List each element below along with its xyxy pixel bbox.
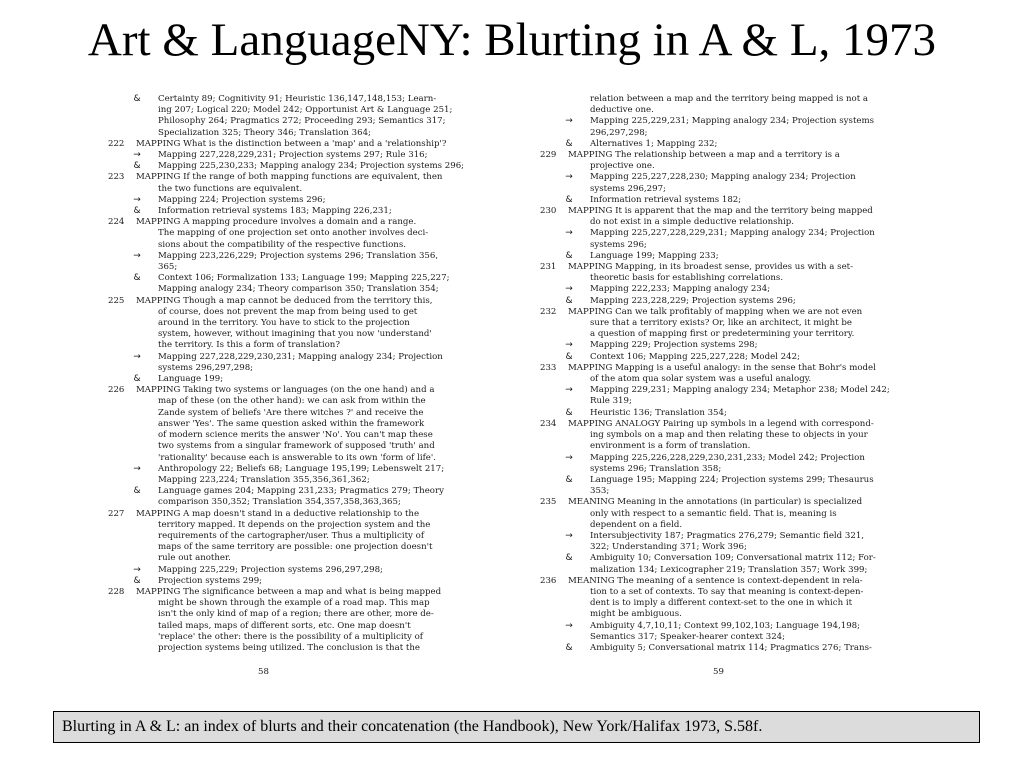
ampersand-marker: &	[565, 351, 573, 362]
index-entry-heading	[540, 576, 912, 587]
entry-text: 296,297,298;	[590, 127, 648, 138]
index-entry-line	[540, 318, 912, 329]
arrow-icon: →	[133, 150, 141, 161]
book-page-left	[108, 94, 518, 684]
entry-text: Projection systems 299;	[158, 575, 263, 586]
entry-text: might be ambiguous.	[590, 609, 682, 620]
entry-text: do not exist in a simple deductive relationship.	[590, 217, 795, 228]
index-entry-heading	[540, 307, 912, 318]
arrow-icon: →	[565, 452, 573, 463]
entry-text: Mapping 227,228,229,231; Projection systems 297; Rule 316;	[158, 150, 428, 161]
entry-text: MEANING Meaning in the annotations (in particular) is specialized	[568, 497, 863, 508]
entry-text: territory mapped. It depends on the projection system and the	[158, 519, 431, 530]
index-entry-line	[540, 632, 912, 643]
entry-text: the two functions are equivalent.	[158, 183, 303, 194]
entry-number: 228	[108, 586, 125, 597]
index-entry-line	[108, 240, 518, 251]
entry-text: Mapping 223,224; Translation 355,356,361,362;	[158, 474, 370, 485]
index-entry-line	[108, 262, 518, 273]
index-entry-heading	[540, 262, 912, 273]
index-entry-line	[540, 240, 912, 251]
entry-text: 'rationality' because each is answerable to its own 'form of life'.	[158, 452, 436, 463]
index-entry-line	[540, 374, 912, 385]
index-entry-line	[108, 352, 518, 363]
arrow-icon: →	[565, 172, 573, 183]
entry-text: Specialization 325; Theory 346; Translation 364;	[158, 127, 371, 138]
index-entry-heading	[108, 509, 518, 520]
entry-text: Information retrieval systems 183; Mapping 226,231;	[158, 206, 392, 217]
entry-text: Philosophy 264; Pragmatics 272; Proceeding 293; Semantics 317;	[158, 116, 446, 127]
index-entry-line	[540, 385, 912, 396]
index-entry-line	[108, 105, 518, 116]
entry-text: MAPPING Can we talk profitably of mapping when we are not even	[568, 306, 863, 317]
index-entry-line	[108, 609, 518, 620]
ampersand-marker: &	[565, 474, 573, 485]
entry-text: map of these (on the other hand): we can ask from within the	[158, 396, 426, 407]
index-entry-heading	[108, 296, 518, 307]
index-entry-line	[540, 340, 912, 351]
entry-text: system, however, without imagining that you now 'understand'	[158, 329, 432, 340]
index-entry-line	[540, 94, 912, 105]
entry-text: Certainty 89; Cognitivity 91; Heuristic 136,147,148,153; Learn-	[158, 94, 437, 104]
entry-text: projective one.	[590, 161, 655, 172]
entry-text: systems 296,297,298;	[158, 362, 254, 373]
entry-number: 235	[540, 497, 557, 508]
index-entry-line	[108, 520, 518, 531]
index-entry-line	[108, 273, 518, 284]
entry-text: Semantics 317; Speaker-hearer context 324;	[590, 631, 786, 642]
index-entry-line	[108, 318, 518, 329]
index-entry-line	[108, 565, 518, 576]
entry-text: sure that a territory exists? Or, like an architect, it might be	[590, 318, 852, 329]
entry-text: only with respect to a semantic field. That is, meaning is	[590, 508, 837, 519]
entry-number: 222	[108, 138, 125, 149]
entry-text: Mapping 225,226,228,229,230,231,233; Model 242; Projection	[590, 452, 865, 463]
entry-number: 226	[108, 385, 125, 396]
index-entry-line	[540, 553, 912, 564]
ampersand-marker: &	[133, 206, 141, 217]
ampersand-marker: &	[133, 273, 141, 284]
index-entry-heading	[540, 419, 912, 430]
index-entry-heading	[540, 150, 912, 161]
entry-text: MAPPING A map doesn't stand in a deductive relationship to the	[136, 508, 420, 519]
entry-number: 232	[540, 306, 557, 317]
index-entry-line	[108, 643, 518, 654]
entry-text: MAPPING Mapping, in its broadest sense, provides us with a set-	[568, 262, 854, 273]
ampersand-marker: &	[565, 138, 573, 149]
index-entry-line	[108, 441, 518, 452]
ampersand-marker: &	[133, 575, 141, 586]
entry-text: malization 134; Lexicographer 219; Translation 357; Work 399;	[590, 564, 868, 575]
entry-text: MAPPING If the range of both mapping functions are equivalent, then	[136, 172, 443, 183]
entry-text: Mapping 229,231; Mapping analogy 234; Metaphor 238; Model 242;	[590, 385, 890, 396]
entry-text: Language 199; Mapping 233;	[590, 250, 719, 261]
index-entry-line	[540, 352, 912, 363]
index-entry-line	[540, 430, 912, 441]
index-entry-line	[540, 520, 912, 531]
entry-text: sions about the compatibility of the respective functions.	[158, 239, 406, 250]
index-entry-line	[540, 587, 912, 598]
entry-text: MAPPING The relationship between a map and a territory is a	[568, 150, 840, 161]
index-entry-line	[540, 609, 912, 620]
arrow-icon: →	[565, 116, 573, 127]
entry-text: answer 'Yes'. The same question asked within the framework	[158, 418, 425, 429]
page-number-left: 58	[258, 667, 269, 677]
arrow-icon: →	[565, 385, 573, 396]
entry-text: Mapping analogy 234; Theory comparison 350; Translation 354;	[158, 284, 439, 295]
index-entry-line	[108, 184, 518, 195]
index-entry-line	[540, 251, 912, 262]
index-entry-heading	[108, 217, 518, 228]
index-entry-line	[108, 195, 518, 206]
entry-number: 225	[108, 295, 125, 306]
entry-text: Language 199;	[158, 374, 224, 385]
index-entry-heading	[540, 497, 912, 508]
entry-text: projection systems being utilized. The conclusion is that the	[158, 642, 420, 653]
entry-text: Zande system of beliefs 'Are there witches ?' and receive the	[158, 407, 424, 418]
entry-text: systems 296; Translation 358;	[590, 463, 722, 474]
entry-text: Language 195; Mapping 224; Projection systems 299; Thesaurus	[590, 474, 874, 485]
entry-text: 365;	[158, 262, 178, 273]
entry-text: 353;	[590, 486, 610, 497]
index-entry-line	[540, 284, 912, 295]
entry-text: The mapping of one projection set onto another involves deci-	[158, 228, 429, 239]
index-entry-line	[108, 284, 518, 295]
index-entry-line	[108, 598, 518, 609]
entry-text: MAPPING It is apparent that the map and the territory being mapped	[568, 206, 873, 217]
entry-number: 233	[540, 362, 557, 373]
entry-text: Anthropology 22; Beliefs 68; Language 195,199; Lebenswelt 217;	[158, 463, 445, 474]
entry-text: maps of the same territory are possible: one projection doesn't	[158, 542, 433, 553]
index-entry-line	[108, 374, 518, 385]
index-entry-line	[540, 105, 912, 116]
index-entry-line	[540, 296, 912, 307]
entry-text: Intersubjectivity 187; Pragmatics 276,279; Semantic field 321,	[590, 530, 865, 541]
index-entry-line	[540, 161, 912, 172]
index-entry-heading	[540, 363, 912, 374]
entry-text: MAPPING Taking two systems or languages (on the one hand) and a	[136, 385, 435, 396]
index-entry-line	[540, 128, 912, 139]
index-entry-line	[108, 228, 518, 239]
index-entry-line	[108, 497, 518, 508]
index-entry-line	[540, 453, 912, 464]
arrow-icon: →	[133, 351, 141, 362]
entry-text: ing symbols on a map and then relating these to objects in your	[590, 430, 868, 441]
entry-text: Information retrieval systems 182;	[590, 194, 742, 205]
entry-text: Language games 204; Mapping 231,233; Pragmatics 279; Theory	[158, 486, 444, 497]
entry-text: Mapping 229; Projection systems 298;	[590, 340, 758, 351]
entry-text: Ambiguity 5; Conversational matrix 114; Pragmatics 276; Trans-	[590, 642, 872, 653]
entry-number: 230	[540, 206, 557, 217]
entry-text: environment is a form of translation.	[590, 441, 751, 452]
entry-text: relation between a map and the territory being mapped is not a	[590, 94, 869, 104]
entry-text: Alternatives 1; Mapping 232;	[590, 138, 718, 149]
entry-text: 'replace' the other: there is the possibility of a multiplicity of	[158, 631, 423, 642]
ampersand-marker: &	[133, 94, 141, 104]
entry-text: Mapping 225,227,228,229,231; Mapping analogy 234; Projection	[590, 228, 875, 239]
index-entry-line	[108, 340, 518, 351]
index-entry-line	[108, 475, 518, 486]
entry-text: around in the territory. You have to stick to the projection	[158, 318, 410, 329]
caption-box: Blurting in A & L: an index of blurts and their concatenation (the Handbook), New York/Halifax 1973, S.58f.	[53, 711, 980, 743]
entry-text: Ambiguity 4,7,10,11; Context 99,102,103; Language 194,198;	[590, 620, 861, 631]
entry-text: systems 296;	[590, 239, 647, 250]
arrow-icon: →	[565, 284, 573, 295]
index-entry-heading	[540, 206, 912, 217]
index-entry-line	[108, 161, 518, 172]
index-entry-line	[108, 430, 518, 441]
entry-text: Mapping 225,230,233; Mapping analogy 234; Projection systems 296;	[158, 161, 465, 172]
index-entry-line	[540, 441, 912, 452]
index-entry-line	[540, 531, 912, 542]
entry-number: 229	[540, 150, 557, 161]
entry-text: Mapping 223,226,229; Projection systems 296; Translation 356,	[158, 250, 439, 261]
index-entry-line	[540, 542, 912, 553]
entry-number: 234	[540, 418, 557, 429]
entry-number: 231	[540, 262, 557, 273]
entry-text: two systems from a singular framework of supposed 'truth' and	[158, 441, 435, 452]
index-entry-line	[108, 531, 518, 542]
ampersand-marker: &	[565, 407, 573, 418]
entry-text: a question of mapping first or predetermining your territory.	[590, 329, 855, 340]
index-entry-line	[108, 329, 518, 340]
index-entry-line	[540, 486, 912, 497]
entry-text: theoretic basis for establishing correlations.	[590, 273, 784, 284]
index-entry-line	[108, 576, 518, 587]
entry-text: Rule 319;	[590, 396, 632, 407]
entry-text: rule out another.	[158, 553, 231, 564]
ampersand-marker: &	[133, 374, 141, 385]
ampersand-marker: &	[565, 194, 573, 205]
entry-text: 322; Understanding 371; Work 396;	[590, 542, 747, 553]
index-entry-line	[540, 139, 912, 150]
entry-text: Mapping 225,227,228,230; Mapping analogy 234; Projection	[590, 172, 856, 183]
entry-text: Mapping 227,228,229,230,231; Mapping analogy 234; Projection	[158, 351, 443, 362]
index-entry-line	[540, 329, 912, 340]
entry-text: Mapping 223,228,229; Projection systems 296;	[590, 295, 796, 306]
index-entry-heading	[108, 139, 518, 150]
index-entry-line	[540, 621, 912, 632]
entry-text: Mapping 225,229; Projection systems 296,297,298;	[158, 564, 383, 575]
index-entry-heading	[108, 385, 518, 396]
entry-text: ing 207; Logical 220; Model 242; Opportunist Art & Language 251;	[158, 105, 453, 116]
index-entry-line	[540, 565, 912, 576]
ampersand-marker: &	[565, 642, 573, 653]
entry-text: MAPPING Though a map cannot be deduced from the territory this,	[136, 295, 433, 306]
index-entry-line	[108, 307, 518, 318]
entry-text: MAPPING Mapping is a useful analogy: in the sense that Bohr's model	[568, 362, 876, 373]
index-entry-line	[540, 172, 912, 183]
arrow-icon: →	[565, 228, 573, 239]
index-entry-line	[108, 632, 518, 643]
entry-text: comparison 350,352; Translation 354,357,358,363,365;	[158, 497, 401, 508]
index-entry-line	[540, 396, 912, 407]
index-entry-line	[108, 486, 518, 497]
index-entry-line	[540, 228, 912, 239]
entry-text: MAPPING The significance between a map and what is being mapped	[136, 586, 442, 597]
entry-text: dent is to imply a different context-set to the one in which it	[590, 598, 853, 609]
entry-text: MAPPING What is the distinction between a 'map' and a 'relationship'?	[136, 138, 447, 149]
entry-text: systems 296,297;	[590, 183, 666, 194]
index-entry-line	[108, 128, 518, 139]
entry-text: Ambiguity 10; Conversation 109; Conversational matrix 112; For-	[590, 553, 876, 564]
entry-text: Heuristic 136; Translation 354;	[590, 407, 727, 418]
index-entry-line	[540, 184, 912, 195]
index-entry-line	[540, 509, 912, 520]
ampersand-marker: &	[565, 553, 573, 564]
index-entry-line	[540, 116, 912, 127]
arrow-icon: →	[565, 620, 573, 631]
entry-text: deductive one.	[590, 105, 654, 116]
index-entry-line	[108, 94, 518, 105]
index-entry-line	[108, 553, 518, 564]
arrow-icon: →	[565, 530, 573, 541]
ampersand-marker: &	[133, 486, 141, 497]
entry-text: Mapping 222,233; Mapping analogy 234;	[590, 284, 771, 295]
entry-text: of the atom qua solar system was a useful analogy.	[590, 374, 812, 385]
entry-text: Context 106; Formalization 133; Language 199; Mapping 225,227;	[158, 273, 450, 284]
index-entry-line	[540, 408, 912, 419]
arrow-icon: →	[133, 194, 141, 205]
entry-text: tailed maps, maps of different sorts, etc. One map doesn't	[158, 620, 411, 631]
index-entry-line	[108, 542, 518, 553]
arrow-icon: →	[133, 463, 141, 474]
arrow-icon: →	[133, 250, 141, 261]
entry-text: MEANING The meaning of a sentence is context-dependent in rela-	[568, 575, 863, 586]
index-entry-line	[108, 621, 518, 632]
index-entry-line	[108, 150, 518, 161]
index-entry-line	[540, 195, 912, 206]
index-entry-line	[108, 419, 518, 430]
entry-text: Mapping 225,229,231; Mapping analogy 234; Projection systems	[590, 116, 875, 127]
arrow-icon: →	[133, 564, 141, 575]
entry-text: might be shown through the example of a road map. This map	[158, 598, 430, 609]
slide-title: Art & LanguageNY: Blurting in A & L, 1973	[87, 14, 937, 66]
index-entry-heading	[108, 172, 518, 183]
entry-text: Mapping 224; Projection systems 296;	[158, 194, 326, 205]
entry-text: isn't the only kind of map of a region; there are other, more de-	[158, 609, 434, 620]
index-entry-line	[108, 453, 518, 464]
book-page-right	[540, 94, 912, 684]
entry-text: MAPPING A mapping procedure involves a domain and a range.	[136, 217, 417, 228]
index-entry-line	[108, 116, 518, 127]
index-entry-line	[108, 408, 518, 419]
index-entry-line	[108, 464, 518, 475]
index-entry-line	[540, 643, 912, 654]
index-entry-line	[540, 217, 912, 228]
entry-text: requirements of the cartographer/user. Thus a multiplicity of	[158, 530, 425, 541]
entry-text: dependent on a field.	[590, 519, 683, 530]
entry-number: 224	[108, 217, 125, 228]
index-entry-heading	[108, 587, 518, 598]
index-entry-line	[540, 475, 912, 486]
index-entry-line	[540, 598, 912, 609]
index-entry-line	[540, 273, 912, 284]
ampersand-marker: &	[133, 161, 141, 172]
page-number-right: 59	[713, 667, 724, 677]
index-entry-line	[108, 206, 518, 217]
ampersand-marker: &	[565, 250, 573, 261]
ampersand-marker: &	[565, 295, 573, 306]
entry-number: 223	[108, 172, 125, 183]
entry-number: 236	[540, 575, 557, 586]
index-entry-line	[108, 251, 518, 262]
arrow-icon: →	[565, 340, 573, 351]
index-entry-line	[108, 396, 518, 407]
entry-text: of course, does not prevent the map from being used to get	[158, 306, 418, 317]
index-entry-line	[540, 464, 912, 475]
entry-text: MAPPING ANALOGY Pairing up symbols in a legend with correspond-	[568, 418, 874, 429]
index-entry-line	[108, 363, 518, 374]
entry-text: the territory. Is this a form of translation?	[158, 340, 340, 351]
entry-text: tion to a set of contexts. To say that meaning is context-depen-	[590, 586, 864, 597]
entry-number: 227	[108, 508, 125, 519]
entry-text: of modern science merits the answer 'No'. You can't map these	[158, 430, 433, 441]
entry-text: Context 106; Mapping 225,227,228; Model 242;	[590, 351, 800, 362]
